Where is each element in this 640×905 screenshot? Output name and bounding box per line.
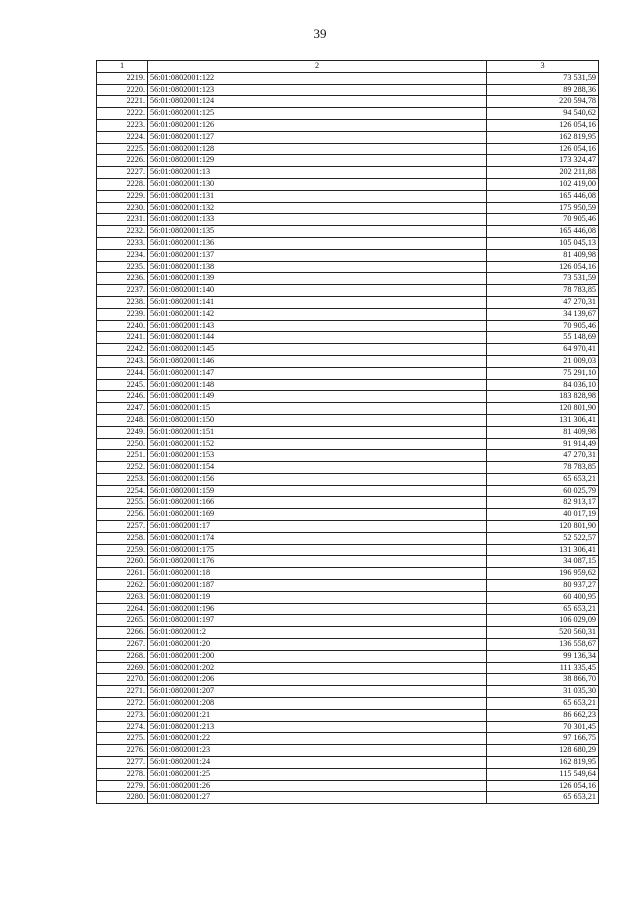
cadastral-number: 56:01:0802001:141	[148, 296, 487, 308]
row-number: 2267.	[97, 639, 148, 651]
table-row	[97, 261, 599, 273]
table-row	[97, 603, 599, 615]
cadastral-number: 56:01:0802001:154	[148, 462, 487, 474]
row-number: 2280.	[97, 792, 148, 804]
cadastral-value: 60 025,79	[487, 485, 599, 497]
cadastral-number: 56:01:0802001:129	[148, 155, 487, 167]
row-number: 2237.	[97, 285, 148, 297]
table-row	[97, 167, 599, 179]
row-number: 2276.	[97, 745, 148, 757]
table-row	[97, 403, 599, 415]
row-number: 2224.	[97, 131, 148, 143]
row-number: 2262.	[97, 580, 148, 592]
cadastral-value: 47 270,31	[487, 450, 599, 462]
cadastral-number: 56:01:0802001:27	[148, 792, 487, 804]
cadastral-value: 173 324,47	[487, 155, 599, 167]
table-row	[97, 414, 599, 426]
cadastral-value: 126 054,16	[487, 261, 599, 273]
cadastral-number: 56:01:0802001:147	[148, 367, 487, 379]
cadastral-number: 56:01:0802001:145	[148, 344, 487, 356]
row-number: 2241.	[97, 332, 148, 344]
table-row	[97, 296, 599, 308]
cadastral-number: 56:01:0802001:131	[148, 190, 487, 202]
cadastral-value: 94 540,62	[487, 108, 599, 120]
cadastral-number: 56:01:0802001:124	[148, 96, 487, 108]
cadastral-value: 131 306,41	[487, 544, 599, 556]
row-number: 2226.	[97, 155, 148, 167]
row-number: 2230.	[97, 202, 148, 214]
row-number: 2254.	[97, 485, 148, 497]
cadastral-value: 65 653,21	[487, 473, 599, 485]
cadastral-number: 56:01:0802001:26	[148, 780, 487, 792]
row-number: 2243.	[97, 355, 148, 367]
table-row	[97, 757, 599, 769]
cadastral-value: 126 054,16	[487, 143, 599, 155]
cadastral-value: 81 409,98	[487, 249, 599, 261]
table-row	[97, 698, 599, 710]
cadastral-number: 56:01:0802001:13	[148, 167, 487, 179]
cadastral-value: 70 301,45	[487, 721, 599, 733]
table-row	[97, 532, 599, 544]
cadastral-value: 105 045,13	[487, 237, 599, 249]
cadastral-number: 56:01:0802001:22	[148, 733, 487, 745]
table-row	[97, 497, 599, 509]
row-number: 2227.	[97, 167, 148, 179]
row-number: 2275.	[97, 733, 148, 745]
cadastral-number: 56:01:0802001:150	[148, 414, 487, 426]
row-number: 2266.	[97, 627, 148, 639]
row-number: 2219.	[97, 72, 148, 84]
table-row	[97, 709, 599, 721]
table-row	[97, 733, 599, 745]
table-row	[97, 580, 599, 592]
cadastral-value: 70 905,46	[487, 214, 599, 226]
table-row	[97, 780, 599, 792]
cadastral-value: 34 087,15	[487, 556, 599, 568]
row-number: 2247.	[97, 403, 148, 415]
table-row	[97, 108, 599, 120]
column-header-2: 2	[148, 61, 487, 73]
cadastral-number: 56:01:0802001:202	[148, 662, 487, 674]
cadastral-value: 64 970,41	[487, 344, 599, 356]
cadastral-number: 56:01:0802001:142	[148, 308, 487, 320]
cadastral-value: 78 783,85	[487, 285, 599, 297]
cadastral-value: 202 211,88	[487, 167, 599, 179]
table-row	[97, 686, 599, 698]
cadastral-number: 56:01:0802001:133	[148, 214, 487, 226]
cadastral-number: 56:01:0802001:130	[148, 178, 487, 190]
row-number: 2242.	[97, 344, 148, 356]
row-number: 2256.	[97, 509, 148, 521]
cadastral-number: 56:01:0802001:127	[148, 131, 487, 143]
table-row	[97, 84, 599, 96]
row-number: 2272.	[97, 698, 148, 710]
cadastral-value: 126 054,16	[487, 780, 599, 792]
table-row	[97, 332, 599, 344]
row-number: 2223.	[97, 119, 148, 131]
cadastral-value: 65 653,21	[487, 792, 599, 804]
row-number: 2236.	[97, 273, 148, 285]
cadastral-value: 34 139,67	[487, 308, 599, 320]
cadastral-value: 162 819,95	[487, 131, 599, 143]
row-number: 2220.	[97, 84, 148, 96]
cadastral-number: 56:01:0802001:148	[148, 379, 487, 391]
cadastral-value: 120 801,90	[487, 403, 599, 415]
cadastral-value: 81 409,98	[487, 426, 599, 438]
cadastral-number: 56:01:0802001:18	[148, 568, 487, 580]
row-number: 2222.	[97, 108, 148, 120]
cadastral-number: 56:01:0802001:23	[148, 745, 487, 757]
table-row	[97, 426, 599, 438]
row-number: 2225.	[97, 143, 148, 155]
cadastral-value: 131 306,41	[487, 414, 599, 426]
row-number: 2277.	[97, 757, 148, 769]
table-row	[97, 568, 599, 580]
cadastral-value-table	[96, 60, 599, 804]
table-row	[97, 745, 599, 757]
cadastral-number: 56:01:0802001:144	[148, 332, 487, 344]
cadastral-value: 91 914,49	[487, 438, 599, 450]
row-number: 2239.	[97, 308, 148, 320]
cadastral-value: 82 913,17	[487, 497, 599, 509]
table-row	[97, 450, 599, 462]
cadastral-value: 136 558,67	[487, 639, 599, 651]
cadastral-value: 162 819,95	[487, 757, 599, 769]
row-number: 2278.	[97, 768, 148, 780]
cadastral-value: 47 270,31	[487, 296, 599, 308]
table-row	[97, 768, 599, 780]
row-number: 2248.	[97, 414, 148, 426]
cadastral-value: 21 009,03	[487, 355, 599, 367]
cadastral-value: 75 291,10	[487, 367, 599, 379]
cadastral-number: 56:01:0802001:169	[148, 509, 487, 521]
cadastral-value: 165 446,08	[487, 190, 599, 202]
cadastral-number: 56:01:0802001:15	[148, 403, 487, 415]
table-header-row	[97, 61, 599, 73]
table-row	[97, 438, 599, 450]
cadastral-number: 56:01:0802001:187	[148, 580, 487, 592]
row-number: 2233.	[97, 237, 148, 249]
cadastral-value: 31 035,30	[487, 686, 599, 698]
row-number: 2257.	[97, 521, 148, 533]
row-number: 2271.	[97, 686, 148, 698]
cadastral-number: 56:01:0802001:143	[148, 320, 487, 332]
table-row	[97, 721, 599, 733]
cadastral-value: 84 036,10	[487, 379, 599, 391]
cadastral-number: 56:01:0802001:123	[148, 84, 487, 96]
cadastral-value: 40 017,19	[487, 509, 599, 521]
row-number: 2238.	[97, 296, 148, 308]
row-number: 2231.	[97, 214, 148, 226]
cadastral-value: 99 136,34	[487, 650, 599, 662]
cadastral-number: 56:01:0802001:206	[148, 674, 487, 686]
row-number: 2264.	[97, 603, 148, 615]
table-row	[97, 226, 599, 238]
table-row	[97, 214, 599, 226]
cadastral-number: 56:01:0802001:174	[148, 532, 487, 544]
table-row	[97, 119, 599, 131]
cadastral-number: 56:01:0802001:19	[148, 591, 487, 603]
cadastral-number: 56:01:0802001:137	[148, 249, 487, 261]
table-row	[97, 143, 599, 155]
table-row	[97, 285, 599, 297]
row-number: 2235.	[97, 261, 148, 273]
table-row	[97, 72, 599, 84]
cadastral-value: 126 054,16	[487, 119, 599, 131]
cadastral-value: 80 937,27	[487, 580, 599, 592]
cadastral-value: 196 959,62	[487, 568, 599, 580]
cadastral-value: 128 680,29	[487, 745, 599, 757]
table-row	[97, 96, 599, 108]
cadastral-value: 165 446,08	[487, 226, 599, 238]
cadastral-number: 56:01:0802001:166	[148, 497, 487, 509]
cadastral-number: 56:01:0802001:125	[148, 108, 487, 120]
table-row	[97, 237, 599, 249]
row-number: 2270.	[97, 674, 148, 686]
cadastral-number: 56:01:0802001:207	[148, 686, 487, 698]
cadastral-number: 56:01:0802001:25	[148, 768, 487, 780]
table-row	[97, 367, 599, 379]
table-row	[97, 379, 599, 391]
row-number: 2263.	[97, 591, 148, 603]
cadastral-value: 111 335,45	[487, 662, 599, 674]
table-row	[97, 556, 599, 568]
table-row	[97, 521, 599, 533]
cadastral-number: 56:01:0802001:156	[148, 473, 487, 485]
cadastral-number: 56:01:0802001:175	[148, 544, 487, 556]
cadastral-number: 56:01:0802001:153	[148, 450, 487, 462]
cadastral-number: 56:01:0802001:132	[148, 202, 487, 214]
cadastral-number: 56:01:0802001:197	[148, 615, 487, 627]
table-row	[97, 615, 599, 627]
row-number: 2255.	[97, 497, 148, 509]
row-number: 2261.	[97, 568, 148, 580]
cadastral-number: 56:01:0802001:139	[148, 273, 487, 285]
cadastral-number: 56:01:0802001:138	[148, 261, 487, 273]
column-header-3: 3	[487, 61, 599, 73]
cadastral-number: 56:01:0802001:136	[148, 237, 487, 249]
table-row	[97, 131, 599, 143]
table-row	[97, 650, 599, 662]
table-row	[97, 485, 599, 497]
cadastral-number: 56:01:0802001:17	[148, 521, 487, 533]
cadastral-number: 56:01:0802001:24	[148, 757, 487, 769]
row-number: 2234.	[97, 249, 148, 261]
table-row	[97, 202, 599, 214]
cadastral-value: 73 531,59	[487, 273, 599, 285]
cadastral-number: 56:01:0802001:126	[148, 119, 487, 131]
row-number: 2260.	[97, 556, 148, 568]
row-number: 2252.	[97, 462, 148, 474]
cadastral-value: 520 560,31	[487, 627, 599, 639]
table-row	[97, 178, 599, 190]
row-number: 2244.	[97, 367, 148, 379]
table-row	[97, 155, 599, 167]
cadastral-value: 65 653,21	[487, 698, 599, 710]
cadastral-value: 86 662,23	[487, 709, 599, 721]
row-number: 2250.	[97, 438, 148, 450]
cadastral-value: 97 166,75	[487, 733, 599, 745]
table-row	[97, 473, 599, 485]
cadastral-value: 106 029,09	[487, 615, 599, 627]
table-row	[97, 544, 599, 556]
table-row	[97, 190, 599, 202]
row-number: 2249.	[97, 426, 148, 438]
row-number: 2251.	[97, 450, 148, 462]
cadastral-number: 56:01:0802001:159	[148, 485, 487, 497]
row-number: 2273.	[97, 709, 148, 721]
table-row	[97, 273, 599, 285]
cadastral-number: 56:01:0802001:2	[148, 627, 487, 639]
row-number: 2232.	[97, 226, 148, 238]
row-number: 2240.	[97, 320, 148, 332]
row-number: 2269.	[97, 662, 148, 674]
cadastral-number: 56:01:0802001:140	[148, 285, 487, 297]
table-row	[97, 792, 599, 804]
table-row	[97, 249, 599, 261]
row-number: 2279.	[97, 780, 148, 792]
cadastral-number: 56:01:0802001:213	[148, 721, 487, 733]
cadastral-value: 102 419,00	[487, 178, 599, 190]
cadastral-number: 56:01:0802001:122	[148, 72, 487, 84]
cadastral-number: 56:01:0802001:128	[148, 143, 487, 155]
cadastral-value: 73 531,59	[487, 72, 599, 84]
row-number: 2245.	[97, 379, 148, 391]
row-number: 2229.	[97, 190, 148, 202]
cadastral-number: 56:01:0802001:208	[148, 698, 487, 710]
cadastral-number: 56:01:0802001:20	[148, 639, 487, 651]
cadastral-value: 38 866,70	[487, 674, 599, 686]
table-row	[97, 308, 599, 320]
row-number: 2265.	[97, 615, 148, 627]
row-number: 2268.	[97, 650, 148, 662]
page-number: 39	[313, 26, 327, 41]
cadastral-number: 56:01:0802001:21	[148, 709, 487, 721]
table-row	[97, 344, 599, 356]
cadastral-value: 70 905,46	[487, 320, 599, 332]
cadastral-number: 56:01:0802001:135	[148, 226, 487, 238]
cadastral-value: 115 549,64	[487, 768, 599, 780]
cadastral-value: 89 288,36	[487, 84, 599, 96]
table-row	[97, 639, 599, 651]
cadastral-value: 183 828,98	[487, 391, 599, 403]
cadastral-number: 56:01:0802001:146	[148, 355, 487, 367]
cadastral-value: 52 522,57	[487, 532, 599, 544]
table-row	[97, 627, 599, 639]
cadastral-number: 56:01:0802001:200	[148, 650, 487, 662]
cadastral-value: 120 801,90	[487, 521, 599, 533]
table-row	[97, 662, 599, 674]
cadastral-number: 56:01:0802001:151	[148, 426, 487, 438]
table-row	[97, 355, 599, 367]
cadastral-value: 65 653,21	[487, 603, 599, 615]
table-row	[97, 462, 599, 474]
cadastral-number: 56:01:0802001:149	[148, 391, 487, 403]
row-number: 2246.	[97, 391, 148, 403]
row-number: 2228.	[97, 178, 148, 190]
table-row	[97, 320, 599, 332]
cadastral-value: 220 594,78	[487, 96, 599, 108]
column-header-1: 1	[97, 61, 148, 73]
cadastral-number: 56:01:0802001:152	[148, 438, 487, 450]
cadastral-value: 175 950,59	[487, 202, 599, 214]
cadastral-value: 60 400,95	[487, 591, 599, 603]
table-row	[97, 391, 599, 403]
row-number: 2259.	[97, 544, 148, 556]
row-number: 2253.	[97, 473, 148, 485]
table-row	[97, 674, 599, 686]
cadastral-number: 56:01:0802001:196	[148, 603, 487, 615]
cadastral-number: 56:01:0802001:176	[148, 556, 487, 568]
table-row	[97, 591, 599, 603]
cadastral-value: 78 783,85	[487, 462, 599, 474]
row-number: 2274.	[97, 721, 148, 733]
row-number: 2221.	[97, 96, 148, 108]
row-number: 2258.	[97, 532, 148, 544]
table-row	[97, 509, 599, 521]
cadastral-value: 55 148,69	[487, 332, 599, 344]
